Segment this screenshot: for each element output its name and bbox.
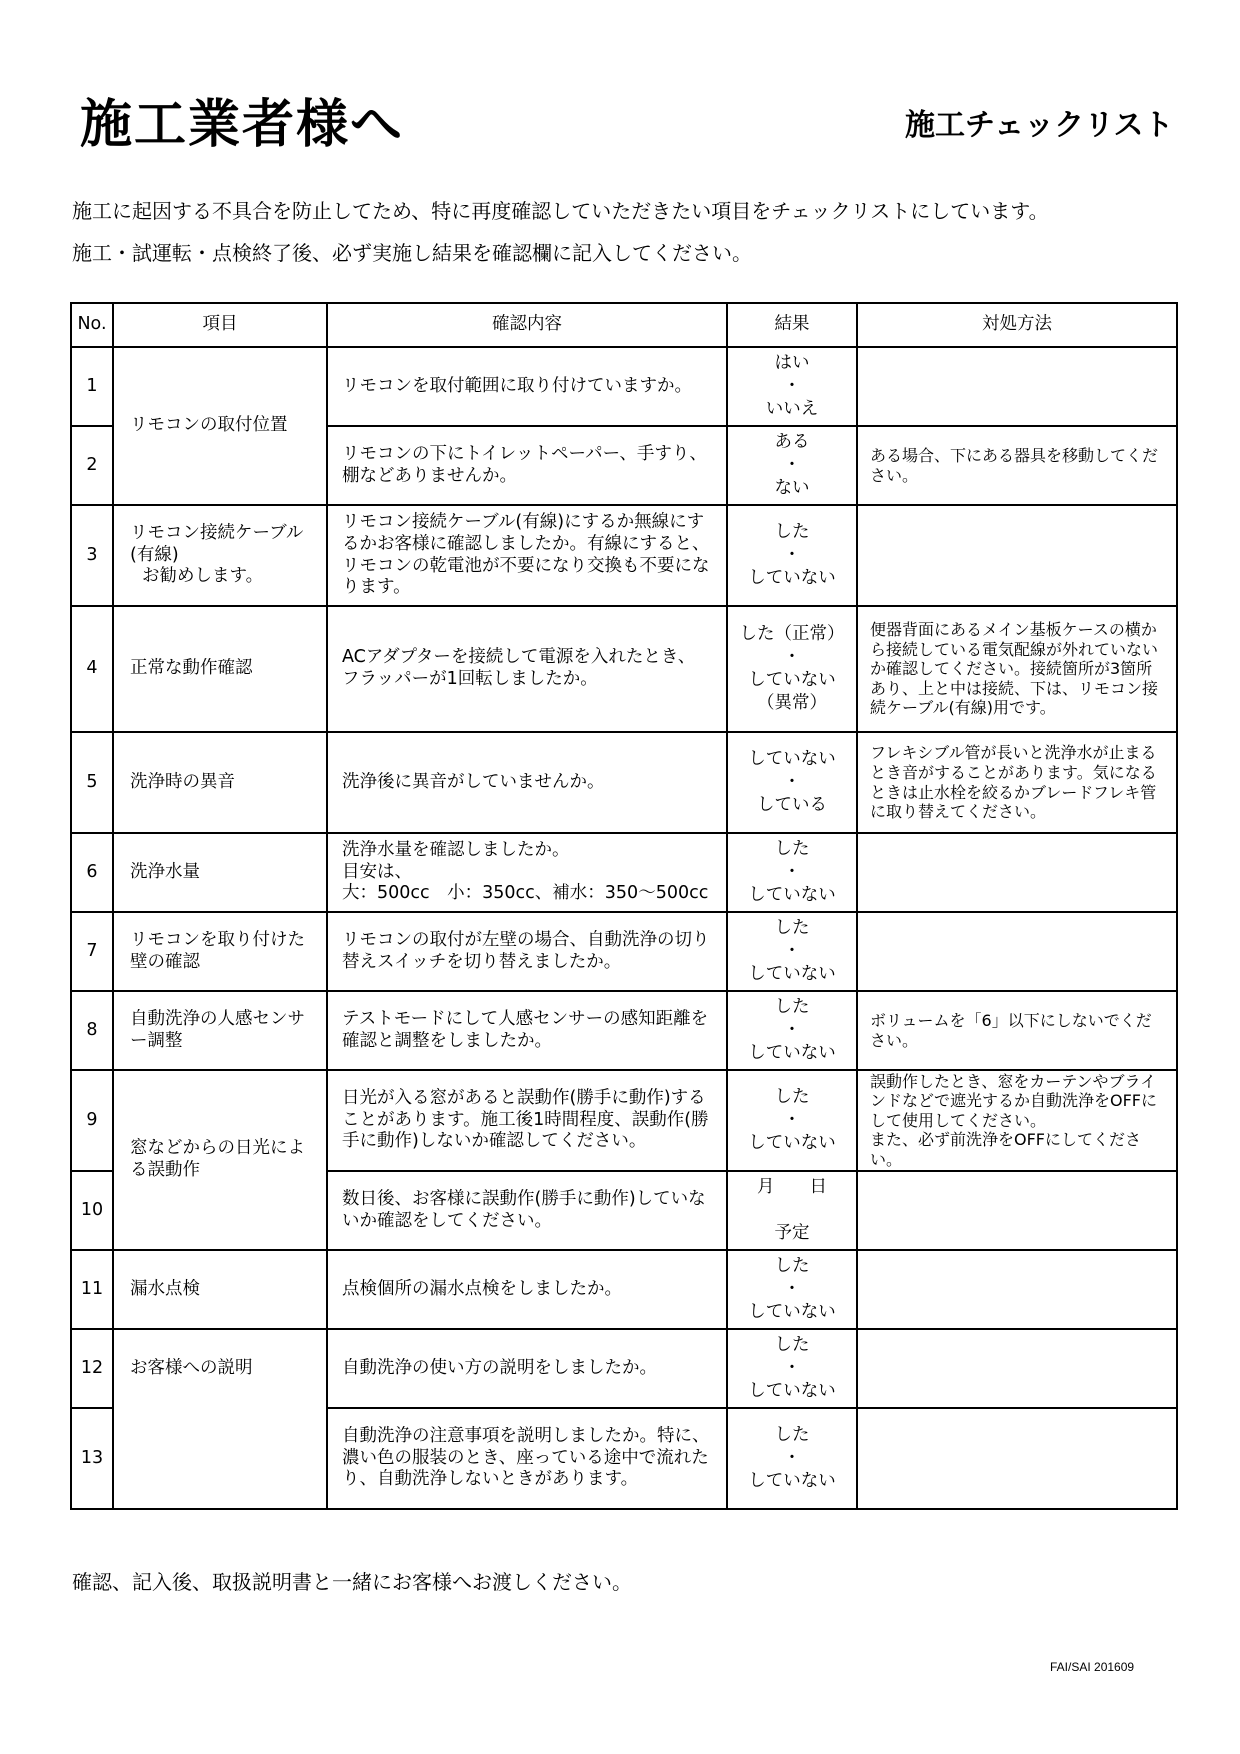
row-number: 1 xyxy=(71,347,113,426)
header-action: 対処方法 xyxy=(857,303,1177,347)
result-date: 月 日 xyxy=(757,1176,827,1197)
result-option: はい xyxy=(774,352,810,373)
result-option: した xyxy=(774,996,810,1017)
row-content: 洗浄後に異音がしていませんか。 xyxy=(327,732,727,833)
table-row xyxy=(71,1070,1177,1171)
result-option: していない xyxy=(748,1471,836,1492)
row-result xyxy=(727,426,857,505)
result-option: していない xyxy=(748,1133,836,1154)
document-code: FAI/SAI 201609 xyxy=(1050,1660,1135,1674)
header-result: 結果 xyxy=(727,303,857,347)
row-content xyxy=(327,833,727,912)
row-result xyxy=(727,1250,857,1329)
row-action: 便器背面にあるメイン基板ケースの横から接続している電気配線が外れていないか確認してください。接続箇所が3箇所あり、上と中は接続、下は、リモコン接続ケーブル(有線)用です。 xyxy=(857,606,1177,732)
row-item: 正常な動作確認 xyxy=(113,606,327,732)
content-line: 大：500cc 小：350cc、補水：350～500cc xyxy=(342,883,709,904)
row-action xyxy=(857,1329,1177,1408)
row-number: 2 xyxy=(71,426,113,505)
result-separator: ・ xyxy=(783,646,801,667)
result-separator: ・ xyxy=(783,454,801,475)
result-option: していない xyxy=(748,568,836,589)
intro-line-2: 施工・試運転・点検終了後、必ず実施し結果を確認欄に記入してください。 xyxy=(72,241,752,265)
table-row xyxy=(71,991,1177,1070)
result-separator: ・ xyxy=(783,1447,801,1468)
row-action xyxy=(857,505,1177,606)
result-separator: ・ xyxy=(783,544,801,565)
row-item: リモコンの取付位置 xyxy=(113,347,327,505)
checklist-table xyxy=(70,302,1178,1510)
result-option: した xyxy=(774,1334,810,1355)
row-result xyxy=(727,991,857,1070)
row-action xyxy=(857,912,1177,991)
table-row xyxy=(71,912,1177,991)
row-result xyxy=(727,732,857,833)
row-content: 自動洗浄の注意事項を説明しましたか。特に、濃い色の服装のとき、座っている途中で流れたり、自動洗浄しないときがあります。 xyxy=(327,1408,727,1509)
row-content: テストモードにして人感センサーの感知距離を確認と調整をしましたか。 xyxy=(327,991,727,1070)
row-number: 6 xyxy=(71,833,113,912)
result-note: （異常） xyxy=(757,693,827,714)
row-result xyxy=(727,1070,857,1171)
result-separator: ・ xyxy=(783,861,801,882)
result-separator: ・ xyxy=(783,1278,801,1299)
result-option: していない xyxy=(748,748,836,769)
row-result xyxy=(727,833,857,912)
result-separator: ・ xyxy=(783,375,801,396)
row-content: リモコン接続ケーブル(有線)にするか無線にするかお客様に確認しましたか。有線にすると、リモコンの乾電池が不要になり交換も不要になります。 xyxy=(327,505,727,606)
action-line: 誤動作したとき、窓をカーテンやブラインドなどで遮光するか自動洗浄をOFFにして使用してください。 xyxy=(870,1071,1158,1130)
row-number: 3 xyxy=(71,505,113,606)
result-option: した xyxy=(774,1424,810,1445)
row-action: ある場合、下にある器具を移動してください。 xyxy=(857,426,1177,505)
result-scheduled: 予定 xyxy=(774,1223,810,1244)
row-result xyxy=(727,912,857,991)
row-item: 漏水点検 xyxy=(113,1250,327,1329)
result-option: していない xyxy=(748,1381,836,1402)
result-separator: ・ xyxy=(783,940,801,961)
content-line: 目安は、 xyxy=(342,861,412,882)
table-row xyxy=(71,606,1177,732)
row-action xyxy=(857,1408,1177,1509)
row-number: 11 xyxy=(71,1250,113,1329)
row-number: 7 xyxy=(71,912,113,991)
result-option: していない xyxy=(748,885,836,906)
row-action: ボリュームを「6」以下にしないでください。 xyxy=(857,991,1177,1070)
row-content: リモコンの取付が左壁の場合、自動洗浄の切り替えスイッチを切り替えましたか。 xyxy=(327,912,727,991)
row-action: フレキシブル管が長いと洗浄水が止まるとき音がすることがあります。気になるときは止水栓を絞るかブレードフレキ管に取り替えてください。 xyxy=(857,732,1177,833)
result-option: した xyxy=(774,838,810,859)
action-line: また、必ず前洗浄をOFFにしてください。 xyxy=(870,1130,1142,1169)
row-content: 日光が入る窓があると誤動作(勝手に動作)することがあります。施工後1時間程度、誤動作(勝手に動作)しないか確認してください。 xyxy=(327,1070,727,1171)
row-number: 8 xyxy=(71,991,113,1070)
intro-line-1: 施工に起因する不具合を防止してため、特に再度確認していただきたい項目をチェックリストにしています。 xyxy=(72,199,1049,223)
row-content: ACアダプターを接続して電源を入れたとき、フラッパーが1回転しましたか。 xyxy=(327,606,727,732)
result-option: していない xyxy=(748,1043,836,1064)
row-item: 洗浄水量 xyxy=(113,833,327,912)
result-option: した（正常） xyxy=(739,623,845,644)
table-row xyxy=(71,347,1177,426)
result-separator: ・ xyxy=(783,771,801,792)
result-option: していない xyxy=(748,964,836,985)
page-subtitle: 施工チェックリスト xyxy=(905,108,1174,143)
row-result xyxy=(727,1171,857,1250)
row-action xyxy=(857,1070,1177,1171)
row-item: 窓などからの日光による誤動作 xyxy=(113,1070,327,1250)
table-row xyxy=(71,505,1177,606)
row-number: 12 xyxy=(71,1329,113,1408)
header-no: No. xyxy=(71,303,113,347)
row-result xyxy=(727,606,857,732)
table-header-row xyxy=(71,303,1177,347)
result-option: いいえ xyxy=(765,399,819,420)
row-result xyxy=(727,1408,857,1509)
result-option: している xyxy=(757,795,827,816)
result-separator: ・ xyxy=(783,1109,801,1130)
table-row xyxy=(71,1329,1177,1408)
result-option: した xyxy=(774,521,810,542)
content-line: 洗浄水量を確認しましたか。 xyxy=(342,839,570,860)
row-content: 数日後、お客様に誤動作(勝手に動作)していないか確認をしてください。 xyxy=(327,1171,727,1250)
row-result xyxy=(727,505,857,606)
row-item: 洗浄時の異音 xyxy=(113,732,327,833)
row-item: お客様への説明 xyxy=(113,1329,327,1509)
row-action xyxy=(857,833,1177,912)
result-separator: ・ xyxy=(783,1019,801,1040)
page-title: 施工業者様へ xyxy=(80,95,405,155)
result-option: した xyxy=(774,1255,810,1276)
table-row xyxy=(71,833,1177,912)
result-option: ある xyxy=(774,431,810,452)
row-action xyxy=(857,347,1177,426)
row-content: 自動洗浄の使い方の説明をしましたか。 xyxy=(327,1329,727,1408)
row-content: リモコンの下にトイレットペーパー、手すり、棚などありませんか。 xyxy=(327,426,727,505)
row-number: 5 xyxy=(71,732,113,833)
row-item: 自動洗浄の人感センサー調整 xyxy=(113,991,327,1070)
result-option: していない xyxy=(748,670,836,690)
footer-note: 確認、記入後、取扱説明書と一緒にお客様へお渡しください。 xyxy=(72,1570,632,1594)
row-action xyxy=(857,1250,1177,1329)
result-option: した xyxy=(774,917,810,938)
row-number: 4 xyxy=(71,606,113,732)
row-item xyxy=(113,505,327,606)
row-action xyxy=(857,1171,1177,1250)
row-number: 10 xyxy=(71,1171,113,1250)
row-item-note: お勧めします。 xyxy=(142,566,264,587)
result-option: ない xyxy=(774,478,810,499)
table-row xyxy=(71,732,1177,833)
result-option: した xyxy=(774,1086,810,1107)
result-separator: ・ xyxy=(783,1357,801,1378)
row-result xyxy=(727,347,857,426)
result-option: していない xyxy=(748,1302,836,1323)
row-number: 9 xyxy=(71,1070,113,1171)
row-result xyxy=(727,1329,857,1408)
header-item: 項目 xyxy=(113,303,327,347)
header-content: 確認内容 xyxy=(327,303,727,347)
row-content: リモコンを取付範囲に取り付けていますか。 xyxy=(327,347,727,426)
row-item-line: リモコン接続ケーブル(有線) xyxy=(130,522,304,565)
row-number: 13 xyxy=(71,1408,113,1509)
table-row xyxy=(71,1250,1177,1329)
row-item: リモコンを取り付けた壁の確認 xyxy=(113,912,327,991)
row-content: 点検個所の漏水点検をしましたか。 xyxy=(327,1250,727,1329)
result-separator xyxy=(728,1199,856,1222)
